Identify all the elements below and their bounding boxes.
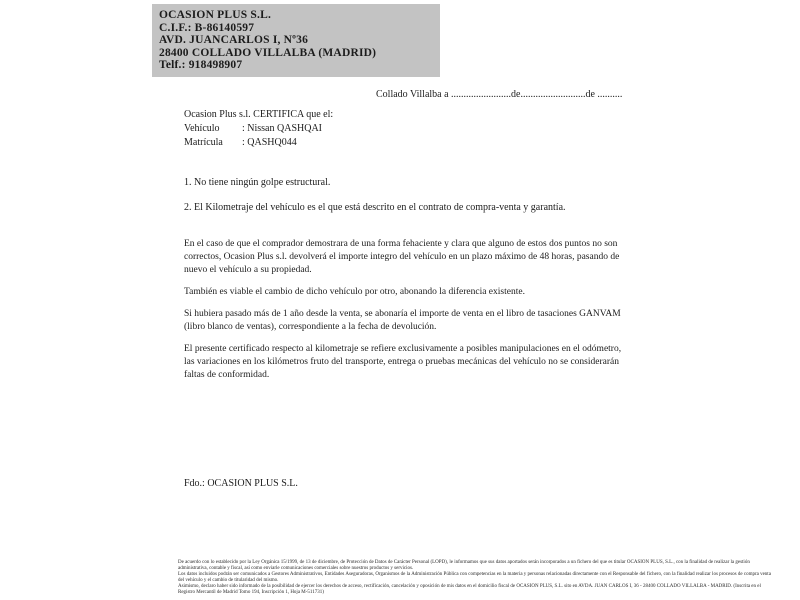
certify-intro: Ocasion Plus s.l. CERTIFICA que el: <box>184 109 334 120</box>
company-letterhead <box>152 4 440 77</box>
legal-footer <box>178 560 772 596</box>
certificate-point-2: 2. El Kilometraje del vehículo es el que está descrito en el contrato de compra-venta y garantía. <box>184 202 566 213</box>
plate-value: : QASHQ044 <box>242 137 297 148</box>
terms-paragraph-4: El presente certificado respecto al kilometraje se refiere exclusivamente a posibles manipulaciones en el odómetro, las variaciones en los kilómetros fruto del transporte, entrega o pruebas mecánicas del vehículo no se considerarán faltas de conformidad. <box>184 344 622 380</box>
certification-block <box>184 108 333 150</box>
vehicle-value: : Nissan QASHQAI <box>242 123 322 134</box>
terms-paragraphs <box>184 238 632 391</box>
company-cif: C.I.F.: B-86140597 <box>159 21 255 34</box>
terms-paragraph-1: En el caso de que el comprador demostrara de una forma fehaciente y clara que alguno de estos dos puntos no son correctos, Ocasion Plus s.l. devolverá el importe integro del vehículo en un plazo máximo de 48 horas, pasando de nuevo el vehículo a su propiedad. <box>184 239 620 275</box>
company-address: AVD. JUANCARLOS I, Nº36 <box>159 34 309 46</box>
plate-row <box>184 136 333 150</box>
plate-label: Matrícula <box>184 137 223 148</box>
legal-paragraph-1: De acuerdo con lo establecido por la Ley Orgánica 15/1999, de 13 de diciembre, de Protección de Datos de Carácter Personal (LOPD), le informamos que sus datos aportados serán incorporados a un fichero del que es titular OCASION PLUS, S.L., con la finalidad de realizar la gestión administrativa, contable y fiscal, así como enviarle comunicaciones comerciales sobre nuestros productos y servicios. <box>178 560 750 571</box>
signature-line: Fdo.: OCASION PLUS S.L. <box>184 478 298 489</box>
company-name: OCASION PLUS S.L. <box>159 9 272 21</box>
terms-paragraph-2: También es viable el cambio de dicho vehículo por otro, abonando la diferencia existente. <box>184 287 525 297</box>
certificate-points <box>184 176 632 226</box>
date-line: Collado Villalba a ........................de..........................de .......... <box>376 89 623 100</box>
certificate-point-1: 1. No tiene ningún golpe estructural. <box>184 177 331 188</box>
terms-paragraph-3: Si hubiera pasado más de 1 año desde la venta, se abonaría el importe de venta en el libro de tasaciones GANVAM (libro blanco de ventas), correspondiente a la fecha de devolución. <box>184 309 621 332</box>
company-city: 28400 COLLADO VILLALBA (MADRID) <box>159 46 377 59</box>
legal-paragraph-3: Asimismo, declaro haber sido informado de la posibilidad de ejercer los derechos de acceso, rectificación, cancelación y oposición de mis datos en el domicilio fiscal de OCASION PLUS, S.L. sito en AVDA. JUAN CARLOS I, 36 - 28400 COLLADO VILLALBA - MADRID. (Inscrita en el Registro Mercantil de Madrid Tomo 194, Inscripción 1, Hoja M-511731) <box>178 584 761 595</box>
vehicle-label: Vehículo <box>184 123 220 134</box>
vehicle-row <box>184 122 333 136</box>
legal-paragraph-2: Los datos incluidos podrán ser comunicados a Gestores Administrativos, Entidades Aseguradoras, Organismos de la Administración Pública con competencias en la materia y personas relacionadas directamente con el Responsable del fichero, con la finalidad realizar los procesos de compra venta del vehículo y el cambio de titularidad del mismo. <box>178 572 771 583</box>
company-phone: Telf.: 918498907 <box>159 59 243 71</box>
